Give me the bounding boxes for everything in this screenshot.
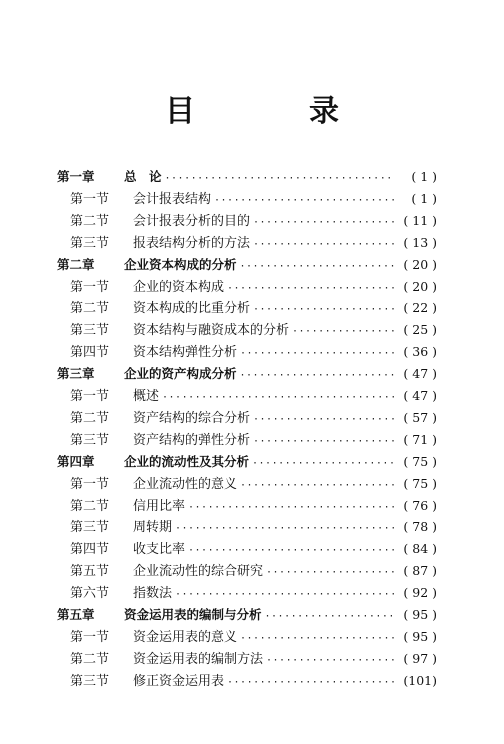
toc-entry-number: 第一节 xyxy=(70,279,110,295)
toc-entry-title: 资金运用表的编制与分析 xyxy=(124,607,262,622)
toc-entry-number: 第三节 xyxy=(70,673,110,689)
toc-entry-number: 第二节 xyxy=(70,301,110,317)
toc-entry-page: ( 20 ) xyxy=(403,278,437,294)
toc-entry-title: 信用比率 xyxy=(133,498,186,514)
toc-entry-number: 第四章 xyxy=(57,453,95,469)
toc-entry-title: 资本结构与融资成本的分析 xyxy=(133,323,290,339)
toc-entry-number: 第三节 xyxy=(70,520,110,536)
toc-entry-page: ( 78 ) xyxy=(403,519,437,535)
toc-entry-page: (101) xyxy=(403,672,437,688)
toc-section-entry xyxy=(70,625,437,649)
toc-entry-page: ( 71 ) xyxy=(403,431,437,447)
toc-section-entry xyxy=(70,406,437,430)
toc-entry-page: ( 47 ) xyxy=(403,366,437,382)
toc-entry-title: 企业流动性的意义 xyxy=(133,476,238,492)
toc-entry-title: 报表结构分析的方法 xyxy=(133,235,251,251)
table-of-contents xyxy=(0,165,504,689)
toc-section-entry xyxy=(70,231,437,255)
toc-entry-number: 第一节 xyxy=(70,476,110,492)
toc-entry-number: 第二节 xyxy=(70,410,110,426)
toc-entry-title: 周转期 xyxy=(133,520,173,536)
toc-entry-page: ( 36 ) xyxy=(403,344,437,360)
toc-entry-number: 第一节 xyxy=(70,191,110,207)
toc-entry-page: ( 95 ) xyxy=(403,628,437,644)
toc-chapter-entry xyxy=(57,362,437,386)
toc-entry-number: 第二章 xyxy=(57,256,95,272)
toc-entry-number: 第一节 xyxy=(70,389,110,404)
toc-section-entry xyxy=(70,384,437,408)
toc-entry-title: 资产结构的弹性分析 xyxy=(133,432,251,448)
toc-entry-title: 指数法 xyxy=(133,586,173,602)
toc-entry-page: ( 92 ) xyxy=(403,585,437,601)
toc-entry-number: 第五节 xyxy=(70,564,110,580)
toc-entry-title: 企业的流动性及其分析 xyxy=(124,453,250,469)
toc-entry-title: 收支比率 xyxy=(133,542,186,558)
toc-chapter-entry xyxy=(57,253,437,277)
toc-section-entry xyxy=(70,515,437,539)
toc-entry-number: 第一章 xyxy=(57,169,95,184)
toc-entry-title: 资本结构弹性分析 xyxy=(133,345,238,361)
toc-section-entry xyxy=(70,581,437,605)
toc-entry-title: 会计报表分析的目的 xyxy=(133,213,251,229)
toc-entry-page: ( 87 ) xyxy=(403,563,437,579)
toc-entry-number: 第二节 xyxy=(70,651,110,667)
toc-section-entry xyxy=(70,275,437,299)
toc-entry-page: ( 57 ) xyxy=(403,409,437,425)
toc-section-entry xyxy=(70,340,437,364)
toc-entry-page: ( 75 ) xyxy=(403,475,437,491)
toc-entry-title: 企业资本构成的分析 xyxy=(124,256,237,272)
dot-leader xyxy=(227,671,394,695)
toc-entry-title: 概述 xyxy=(133,389,160,404)
toc-chapter-entry xyxy=(57,450,437,474)
page-title: 目 录 xyxy=(165,94,381,129)
toc-entry-number: 第三章 xyxy=(57,366,95,382)
toc-entry-title: 资产结构的综合分析 xyxy=(133,410,251,426)
toc-entry-title: 会计报表结构 xyxy=(133,191,212,207)
toc-section-entry xyxy=(70,669,437,693)
toc-entry-page: ( 84 ) xyxy=(403,541,437,557)
toc-section-entry xyxy=(70,209,437,233)
toc-entry-number: 第二节 xyxy=(70,213,110,229)
toc-entry-page: ( 20 ) xyxy=(403,256,437,272)
toc-entry-number: 第三节 xyxy=(70,432,110,448)
toc-entry-title: 企业的资产构成分析 xyxy=(124,366,237,382)
toc-entry-title: 资金运用表的编制方法 xyxy=(133,651,264,667)
toc-section-entry xyxy=(70,187,437,211)
toc-entry-number: 第一节 xyxy=(70,629,110,645)
toc-entry-number: 第三节 xyxy=(70,235,110,251)
toc-chapter-entry xyxy=(57,165,437,189)
toc-entry-page: ( 47 ) xyxy=(403,388,437,403)
toc-entry-number: 第六节 xyxy=(70,586,110,602)
toc-entry-title: 企业流动性的综合研究 xyxy=(133,564,264,580)
toc-entry-title: 总 论 xyxy=(124,169,162,184)
toc-entry-number: 第四节 xyxy=(70,345,110,361)
toc-entry-page: ( 1 ) xyxy=(411,190,437,206)
toc-entry-title: 企业的资本构成 xyxy=(133,279,225,295)
toc-entry-page: ( 97 ) xyxy=(403,650,437,666)
toc-section-entry xyxy=(70,494,437,518)
toc-entry-page: ( 25 ) xyxy=(403,322,437,338)
toc-entry-title: 资本构成的比重分析 xyxy=(133,301,251,317)
toc-entry-page: ( 1 ) xyxy=(411,169,437,184)
toc-entry-number: 第三节 xyxy=(70,323,110,339)
toc-entry-page: ( 11 ) xyxy=(403,212,437,228)
toc-entry-number: 第五章 xyxy=(57,607,95,622)
toc-section-entry xyxy=(70,559,437,583)
toc-entry-number: 第二节 xyxy=(70,498,110,514)
toc-section-entry xyxy=(70,428,437,452)
toc-entry-page: ( 76 ) xyxy=(403,497,437,513)
toc-entry-page: ( 75 ) xyxy=(403,453,437,469)
toc-entry-page: ( 22 ) xyxy=(403,300,437,316)
toc-section-entry xyxy=(70,318,437,342)
toc-entry-page: ( 95 ) xyxy=(403,607,437,622)
toc-entry-title: 修正资金运用表 xyxy=(133,673,225,689)
toc-section-entry xyxy=(70,647,437,671)
toc-section-entry xyxy=(70,537,437,561)
toc-entry-number: 第四节 xyxy=(70,542,110,558)
toc-section-entry xyxy=(70,472,437,496)
toc-chapter-entry xyxy=(57,603,437,627)
toc-section-entry xyxy=(70,296,437,320)
toc-entry-title: 资金运用表的意义 xyxy=(133,629,238,645)
toc-entry-page: ( 13 ) xyxy=(403,234,437,250)
